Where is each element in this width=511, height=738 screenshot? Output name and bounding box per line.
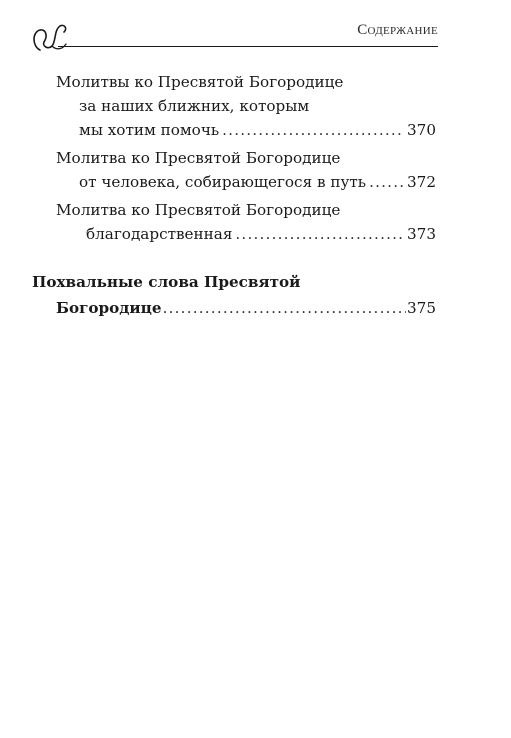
decorative-swirl-icon — [30, 20, 70, 54]
toc-entry-title-line: Богородице — [56, 299, 162, 317]
toc-entry-title-line: за наших ближних, которым — [79, 97, 310, 115]
page-number: 375 — [407, 299, 436, 317]
page-number: 373 — [407, 225, 436, 243]
toc-entry-last-line — [56, 296, 436, 320]
running-header-title: Содержание — [357, 22, 438, 38]
toc-entry-title-line: Молитва ко Пресвятой Богородице — [56, 149, 341, 167]
dot-leader — [235, 222, 404, 246]
toc-entry-last-line — [79, 170, 436, 194]
toc-entry-title-line: Молитва ко Пресвятой Богородице — [56, 201, 341, 219]
toc-entry-last-line — [79, 118, 436, 142]
dot-leader — [369, 170, 404, 194]
header-rule — [58, 46, 438, 47]
dot-leader — [222, 118, 404, 142]
toc-entry-title-line: Похвальные слова Пресвятой — [32, 273, 301, 291]
toc-entry-title-line: мы хотим помочь — [79, 121, 220, 139]
page-number: 372 — [407, 173, 436, 191]
page-number: 370 — [407, 121, 436, 139]
toc-entry-last-line — [86, 222, 436, 246]
toc-entry-title-line: от человека, собирающегося в путь — [79, 173, 367, 191]
dot-leader — [163, 296, 406, 320]
toc-entry-title-line: Молитвы ко Пресвятой Богородице — [56, 73, 344, 91]
toc-entry-title-line: благодарственная — [86, 225, 233, 243]
